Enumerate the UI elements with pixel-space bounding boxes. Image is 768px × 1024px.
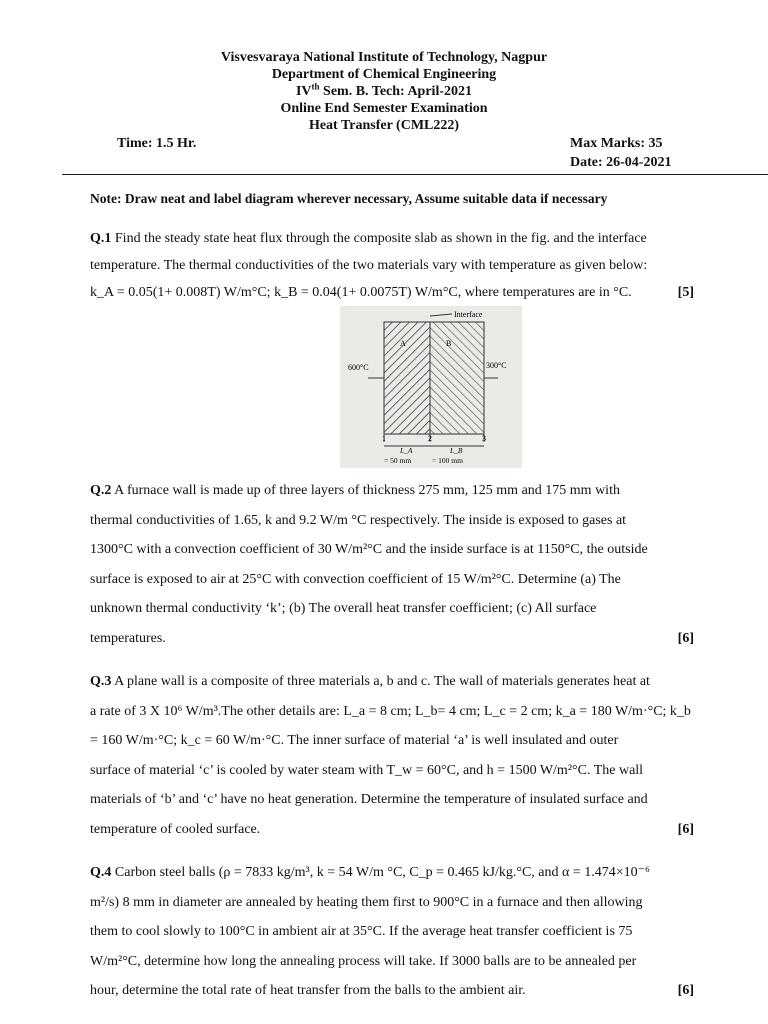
question-text: surface of material ‘c’ is cooled by water steam with T_w = 60°C, and h = 1500 W/m²°C. The wall [90,762,644,778]
question-number: Q.1 [90,231,112,246]
question-number: Q.2 [90,483,112,498]
question-text: A plane wall is a composite of three materials a, b and c. The wall of materials generates heat at [111,674,650,689]
node-2: 2 [428,434,432,443]
question-text: = 160 W/m·°C; k_c = 60 W/m·°C. The inner surface of material ‘a’ is well insulated and outer [90,733,619,748]
question-2 [90,476,694,653]
question-text: temperature. The thermal conductivities of the two materials vary with temperature as given below: [90,258,648,273]
question-3 [90,667,694,844]
question-text: Carbon steel balls (ρ = 7833 kg/m³, k = 54 W/m °C, C_p = 0.465 kJ/kg.°C, and α = 1.474×10⁻⁶ [111,865,650,880]
length-b-value: = 100 mm [432,456,463,465]
question-4 [90,858,694,1006]
header-divider [62,174,768,175]
question-marks: [5] [677,285,694,300]
semester-line: IVth Sem. B. Tech: April-2021 [295,81,473,99]
question-text: k_A = 0.05(1+ 0.008T) W/m°C; k_B = 0.04(1+ 0.0075T) W/m°C, where temperatures are in °C. [90,285,632,300]
question-text: surface is exposed to air at 25°C with convection coefficient of 15 W/m²°C. Determine (a) The [90,571,621,587]
exam-header [0,49,768,134]
material-a-layer [384,322,430,434]
question-marks: [6] [677,983,694,998]
question-text: A furnace wall is made up of three layers of thickness 275 mm, 125 mm and 175 mm with [111,483,620,498]
institute-name: Visvesvaraya National Institute of Technology, Nagpur [220,50,548,65]
exam-time: Time: 1.5 Hr. [117,136,197,151]
length-b-label: L_B [450,446,463,455]
right-temperature: 300°C [486,361,507,370]
question-marks: [6] [677,630,694,646]
node-1: 1 [382,434,386,443]
question-marks: [6] [677,821,694,837]
question-text: thermal conductivities of 1.65, k and 9.2 W/m °C respectively. The inside is exposed to gases at [90,512,627,528]
question-number: Q.4 [90,865,112,880]
course-title: Heat Transfer (CML222) [308,118,460,133]
question-text: 1300°C with a convection coefficient of 30 W/m²°C and the inside surface is at 1150°C, the outside [90,542,648,557]
exam-note: Note: Draw neat and label diagram wherever necessary, Assume suitable data if necessary [90,191,608,206]
material-a-label: A [400,339,406,348]
left-temperature: 600°C [348,363,369,372]
question-text: temperatures. [90,630,166,646]
question-text: them to cool slowly to 100°C in ambient air at 35°C. If the average heat transfer coefficient is 75 [90,924,633,939]
slab-diagram [340,306,522,468]
material-b-label: B [446,339,452,348]
exam-title: Online End Semester Examination [280,101,488,116]
question-text: hour, determine the total rate of heat transfer from the balls to the ambient air. [90,983,526,998]
length-a-value: = 50 mm [384,456,412,465]
department-name: Department of Chemical Engineering [271,67,497,82]
question-text: m²/s) 8 mm in diameter are annealed by heating them first to 900°C in a furnace and then allowing [90,894,643,910]
question-text: a rate of 3 X 10⁶ W/m³.The other details are: L_a = 8 cm; L_b= 4 cm; L_c = 2 cm; k_a = 180 W/m·°C; k_b [90,703,691,719]
question-text: Find the steady state heat flux through the composite slab as shown in the fig. and the interface [111,231,647,246]
material-b-layer [430,322,484,434]
question-text: materials of ‘b’ and ‘c’ have no heat generation. Determine the temperature of insulated surface and [90,792,648,807]
exam-date: Date: 26-04-2021 [570,155,672,170]
interface-label: Interface [454,310,483,319]
composite-slab-figure [340,306,522,468]
length-a-label: L_A [400,446,413,455]
question-text: W/m²°C, determine how long the annealing process will take. If 3000 balls are to be annealed per [90,953,637,969]
question-text: temperature of cooled surface. [90,821,261,837]
node-3: 3 [482,434,486,443]
question-number: Q.3 [90,674,112,689]
question-text: unknown thermal conductivity ‘k’; (b) The overall heat transfer coefficient; (c) All surface [90,601,597,616]
max-marks: Max Marks: 35 [570,136,663,151]
question-1 [90,225,694,306]
